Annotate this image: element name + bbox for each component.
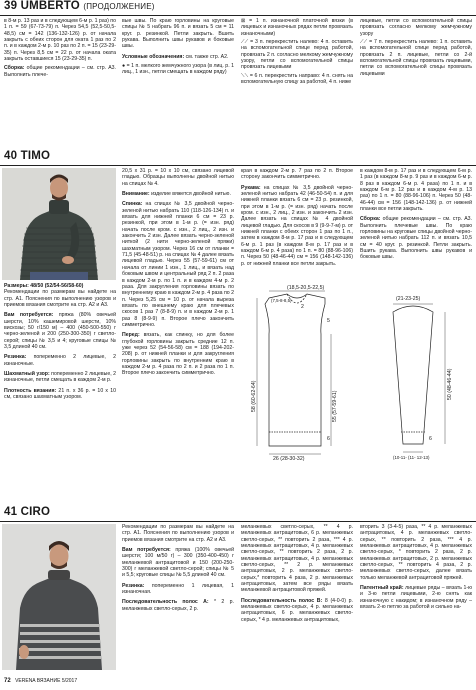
diagram-label: 2 (301, 304, 304, 310)
umberto-col4: лицевые, петли со вспомогательной спицы провязать согласно мелкому жемчужному узору ⟋⟋ = 7 п. перекрестить налево: 1 п. оставить на вспомогательной спице перед работой, провязать 2 п. лицевые, петли со 2-й вспомогательной спицы провязать лицевыми, петли со вспомогательной спицы провязать лицевыми (360, 18, 472, 77)
diagram-label: 50 (48-46-44) (447, 368, 453, 400)
ciro-col3: вторить 3 (3-4-5) раза, ** 4 р. меланжевых антрацитовых, 4 р. меланжевых светло-серых, ** повторить 2 раза, *** 4 р. меланжевых антрацитовых, 4 р. меланжевых светло-серых, * повторить 2 раза, 2 р. меланжевых антрацитовых, 2 р. меланжевых светло-серых, ** повторить 4 раза, 2 р. меланжевых светло-серых, далее вязать только меланжевой антрацитовой пряжей. Патентный край: лицевые ряды – вязать 1-ю и 3-ю петли лицевыми, 2-ю снять как изнаночную с накидом; в изнаночном ряду – вязать 2-ю петлю за работой и сильно на- (360, 524, 472, 611)
model-photo-ciro (2, 524, 116, 670)
section-title: 40 TIMO (4, 150, 51, 162)
schematic-svg (241, 282, 473, 462)
diagram-label: (21-23-25) (396, 296, 421, 302)
sweater-model-image (2, 524, 116, 670)
umberto-col1: в 8-м р. 13 раз и в следующем 6-м р. 1 раз) по 1 п. = 59 (67-73-79) п. Через 54,5 (52,5-50,5-48,5) см = 142 (136-132-126) р. от начала закрыть с обеих сторон для оката 1 раз по 2 п. и в каждом 2-м р. 10 раз по 2 п. = 15 (23-29-35) п. Через 8,5 см = 22 р. от начала оката закрыть оставшиеся 15 (23-29-35) п. Сборка: общие рекомендации – см. стр. А3. Выполнить плече- (4, 18, 116, 78)
diagram-label: (10-11- (11- 12-13) (393, 455, 430, 460)
timo-col3: края в каждом 2-м р. 7 раз по 2 п. Второе сторону закончить симметрично. Рукава: на спицах № 3,5 двойной черно-зеленой нитью набрать 42 (46-50-54) п. и для нижней планки вязать 6 см = 23 р. резинкой, при этом в 1-м р. (= изн. ряд) начать после кром. с изн., 2 лиц., 2 изн. и закончить 2 изн. Далее вязать на спицах № 4 двойной лицевой гладью. Для скосов в 9 (9-9-7-м) р. от нижней планки с обеих сторон 1 раз по 1 п., затем в каждом 8-м р. 17 раз и в следующем 6-м р. 1 раз (в каждом 8-м р. 17 раз и в каждом 6-м р. 4 раза) по 1 п. = 80 (88-96-106) п. Через 50 (48-46-44) см = 156 (148-142-136) р. от нижней планки все петли закрыть. (241, 168, 353, 267)
ciro-col2: меланжевых светло-серых, ** 4 р. меланжевых антрацитовых, 6 р. меланжевых светло-серых, ** повторить 2 раза, *** 4 р. меланжевых антрацитовых, 4 р. меланжевых светло-серых, ** повторить 2 раза, 2 р. меланжевых антрацитовых, 4 р. меланжевых светло-серых, ** 2 р. меланжевых антрацитовых, 2 р. меланжевых светло-серых,* повторить 4 раза, 2 р. меланжевых антрацитовых, затем все ряды вязать меланжевой антрацитовой пряжей. Последовательность полос В: 8 (4-0-0) р. меланжевых светло-серых, 4 р. меланжевых антрацитовых, 6 р. меланжевых светло-серых, * 4 р. меланжевых антрацитовых, (241, 524, 353, 623)
section-title: 41 CIRO (4, 506, 51, 518)
section-header-umberto (0, 0, 476, 16)
umberto-col2: вые швы. По краю горловины на круговые спицы № 5 набрать 96 п. и вязать 5 см = 11 круг. р. резинкой. Петли закрыть. Вшить рукава. Выполнить швы рукавов и боковые швы. Условные обозначения: см. также стр. А2. ● = 1 п. мелкого жемчужного узора (в лиц. р. 1 лиц., 1 изн., петли смещать в каждом ряду) (122, 18, 234, 76)
diagram-label: 6 (327, 436, 330, 442)
diagram-label: 6 (429, 436, 432, 442)
timo-col4: в каждом 8-м р. 17 раз и в следующем 6-м р. 1 раз (в каждом 8-м р. 9 раз и в каждом 6-м р. 8 раз в каждом 6-м р. 4 раза) по 1 п. и в каждом 6-м р. 12 раз и в каждом 4-м р. 13 раз) по 1 п. = 80 (88-96-106) п. Через 50 (48-46-44) см = 156 (148-142-136) р. от нижней планки все петли закрыть. Сборка: общие рекомендации – см. стр. А3. Выполнить плечевые швы. По краю горловины на круговые спицы двойной черно-зеленой нитью набрать 112 п. и вязать 10,5 см = 40 круг. р. резинкой. Петли закрыть. Вшить рукава. Выполнить швы рукавов и боковые швы. (360, 168, 472, 261)
sweater-model-image (2, 168, 116, 280)
diagram-label: (18,5-20,5-22,5) (287, 285, 325, 291)
diagram-label: 55 (57-59-61) (332, 390, 338, 422)
section-header-timo (0, 150, 476, 166)
section-title: 39 UMBERTO (ПРОДОЛЖЕНИЕ) (4, 0, 155, 12)
umberto-col3: ⊠ = 1 п. изнаночной платочной вязки (в лицевых и изнаночных рядах петли провязать изнаночными) ⟋⟋ = 3 п. перекрестить налево: 4 п. оставить на вспомогательной спице перед работой, провязать 2 п. согласно мелкому жемчужному узору, петли со вспомогательной спицы провязать лицевыми ⟍⟍ = 6 п. перекрестить направо: 4 п. снять на вспомогательную спицу за работой, 4 п. ниже (241, 18, 353, 86)
model-photo-timo (2, 168, 116, 280)
section-header-ciro (0, 506, 476, 522)
diagram-label: 58 (60-62-64) (251, 380, 257, 412)
diagram-label: 26 (28-30-32) (273, 456, 305, 462)
pattern-schematic (241, 282, 473, 462)
timo-col2: 20,5 х 31 р. = 10 х 10 см, связано лицевой гладью. Образцы выполнены двойной нитью на спицах № 4. Внимание: изделие вяжется двойной нитью. Спинка: на спицах № 3,5 двойной черно-зеленой нитью набрать 110 (118-126-134) п. и вязать для нижней планки 6 см = 23 р. резинкой, при этом в 1-м р. (= изн. ряд) начать после кром. с изн., 2 лиц., 2 изн. и закончить 2 изн. Далее вязать черно-зеленой ниткой (2 нити черно-зеленой пряжи) шахматным узором. Через 16 см от планки = 71,5 (45-48-51) р. на спицах № 4 далее вязать лицевой гладью. Через 55 (57-59-61) см от начала от линии 1 изн., 1 лиц., и вязать над боковым швом и центральный ряд 2 п. 2 раза в каждом 2-м р. по 1 п. и в каждом 4-м р. 2 раза. Для закругления горловины вязать по внутреннему краю в каждом 2-м р. 4 раза по 2 п. Через 5,25 см = 10 р. от начала выреза вязать по внешнему краю для плечевых скосов 1 раз 7 (8-8-9) п. и в каждом 2-м р. 1 раз 8 (8-9-9) п. Второе плечо закончить симметрично. Перед: вязать, как спинку, но для более глубокой горловины закрыть средние 12 п. уже через 52 (54-56-58) см = 188 (194-202-208) р. от нижней планки и для закругления горловины закрыть по внутренним краю в каждом 2-м р. 4 раза по 2 п. и 2 раза по 1 п. Второе плечо закончить симметрично. (122, 168, 235, 377)
diagram-label: 5 (327, 318, 330, 324)
ciro-col1: Рекомендации по размерам вы найдете на стр. А1. Пояснения по выполнению узоров и приемов вязания смотрите на стр. А2 и А3. Вам потребуется: пряжа (100% овечьей шерсти; 100 м/50 г) – 300 (350-400-450) г меланжевой антрацитовой и 150 (200-250-300) г меланжевой светло-серой; спицы № 5 и 5,5; круговые спицы № 5,5 длиной 40 см. Резинка: попеременно 1 лицевая, 1 изнаночная. Последовательность полос А: * 2 р. меланжевых светло-серых, 2 р. (122, 524, 234, 612)
timo-col1: Размеры: 48/50 (52/54-56/58-60) Рекомендации по размерам вы найдете на стр. А1. Пояснения по выполнению узоров и приемов вязания смотрите на стр. А2 и А3. Вам потребуется: пряжа (80% овечьей шерсти, 10% кашемировой шерсти, 10% вискозы; 50 г/150 м) – 400 (450-500-550) г черно-зеленой и 200 (250-300-350) г светло-серой; спицы № 3,5 и 4; круговые спицы № 3,5 длиной 40 см. Резинка: попеременно 2 лицевые, 2 изнаночные. Шахматный узор: попеременно 2 лицевые, 2 изнаночные, петли смещать в каждом 2-м р. Плотность вязания: 21 п. х 36 р. = 10 х 10 см, связано шахматным узором. (4, 283, 116, 401)
page-footer: 72 VERENA ВЯЗАНИЕ 5/2017 (4, 678, 78, 684)
diagram-label: (7,5-8-8,5) (271, 298, 292, 303)
